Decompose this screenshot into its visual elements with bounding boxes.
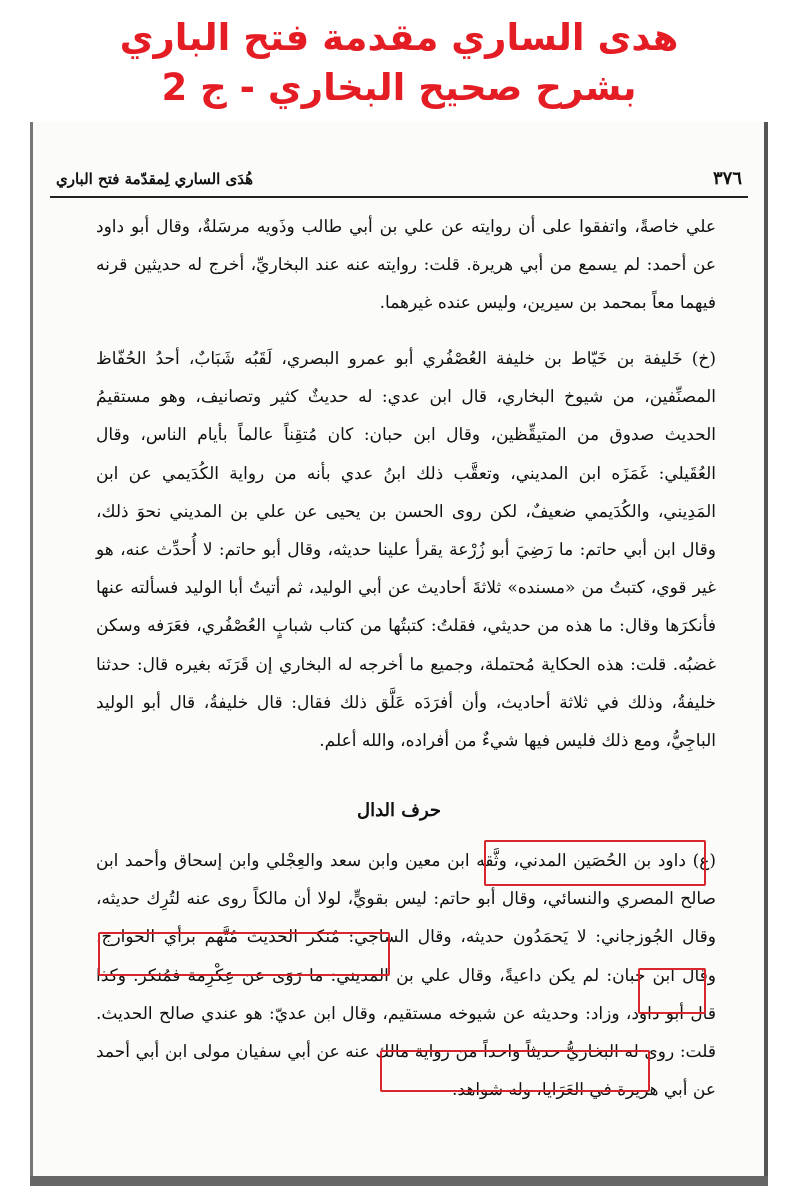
paragraph-khalifa [96, 340, 716, 760]
banner-title-line1: هدى الساري مقدمة فتح الباري [119, 16, 679, 59]
highlight-box-saji [98, 932, 390, 976]
title-banner [0, 0, 798, 120]
paragraph-khalifa-text: (خ) خَليفة بن خَيّاط بن خليفة العُصْفُري أبو عمرو البصري، لَقَبُه شَبَابٌ، أحدُ الحُفّاظ المصنِّفين، من شيوخ البخاري، قال ابن عدي: له حديثٌ كثير وتصانيف، وهو مستقيمُ الحديث صدوق من المتيقِّظين، وقال ابن حبان: كان مُتقِناً عالماً بأيام الناس، وقال العُقَيلي: غَمَزَه ابن المديني، وتعقَّب ذلك ابنُ عدي بأنه من رواية الكُدَيمي عن ابن المَدِيني، والكُدَيمي ضعيفٌ، لكن روى الحسن بن يحيى عن علي بن المديني نحوَ ذلك، وقال ابن أبي حاتم: ما رَضِيَ أبو زُرْعة يقرأ علينا حديثه، وقال أبو حاتم: لا أُحدِّث عنه، هو غير قوي، كتبتُ من «مسنده» ثلاثةَ أحاديث عن أبي الوليد، ثم أتيتُ أبا الوليد فسألته عنها فأنكرَها وقال: ما هذه من حديثي، فقلتُ: كتبتُها من كتاب شبابٍ العُصْفُري، فعَرَفه وسكن غضبُه. قلت: هذه الحكاية مُحتملة، وجميع ما أخرجه له البخاري إن قَرَنَه بغيره قال: حدثنا خليفةُ، وذلك في ثلاثة أحاديث، وأن أفرَدَه عَلَّق ذلك فقال: قال خليفةُ، قال أبو الوليد الباجِيُّ، ومع ذلك فليس فيها شيءٌ من أفراده، والله أعلم. [96, 349, 716, 752]
paragraph-1-text: علي خاصةً، واتفقوا على أن روايته عن علي بن أبي طالب وذَويه مرسَلةٌ، وقال أبو داود عن أحمد: لم يسمع من أبي هريرة. قلت: روايته عنه عند البخاريِّ، أخرج له حديثين قرنه فيهما معاً بمحمد بن سيرين، وليس عنده غيرهما. [96, 217, 716, 314]
paragraph-dawud-text: (ع) داود بن الحُصَين المدني، وثَّقه ابن معين وابن سعد والعِجْلي وابن إسحاق وأحمد ابن صالح المصري والنسائي، وقال أبو حاتم: ليس بقويٍّ، لولا أن مالكاً روى عنه لتُرِك حديثه، وقال الجُوزجاني: لا يَحمَدُون حديثه، وقال الساجي: مُنكر الحديث مُتَّهم برأي الخوارج، وقال ابن حبان: لم يكن داعيةً، وقال علي بن المديني: ما رَوَى عن عِكْرِمة فمُنكر. وكذا قال أبو داود، وزاد: وحديثه عن شيوخه مستقيم، وقال ابن عديّ: هو عندي صالح الحديث. قلت: روى له البخاريُّ حديثاً واحداً من رواية مالك عنه عن أبي سفيان مولى ابن أبي أحمد عن أبي هريرة في العَرَايا، وله شواهد. [96, 851, 716, 1101]
running-header [56, 168, 742, 198]
highlight-box-name [484, 840, 706, 886]
page-bottom-edge [30, 1176, 768, 1186]
banner-title-line2: بشرح صحيح البخاري - ج 2 [161, 66, 637, 109]
page-number: ٣٧٦ [712, 168, 742, 189]
highlight-box-khawarij [638, 968, 706, 1014]
running-title: هُدَى الساري لِمقدّمة فتح الباري [56, 170, 254, 188]
paragraph-1 [96, 208, 716, 323]
section-heading: حرف الدال [357, 800, 441, 821]
header-rule [50, 196, 748, 198]
highlight-box-bukhari [380, 1050, 650, 1092]
